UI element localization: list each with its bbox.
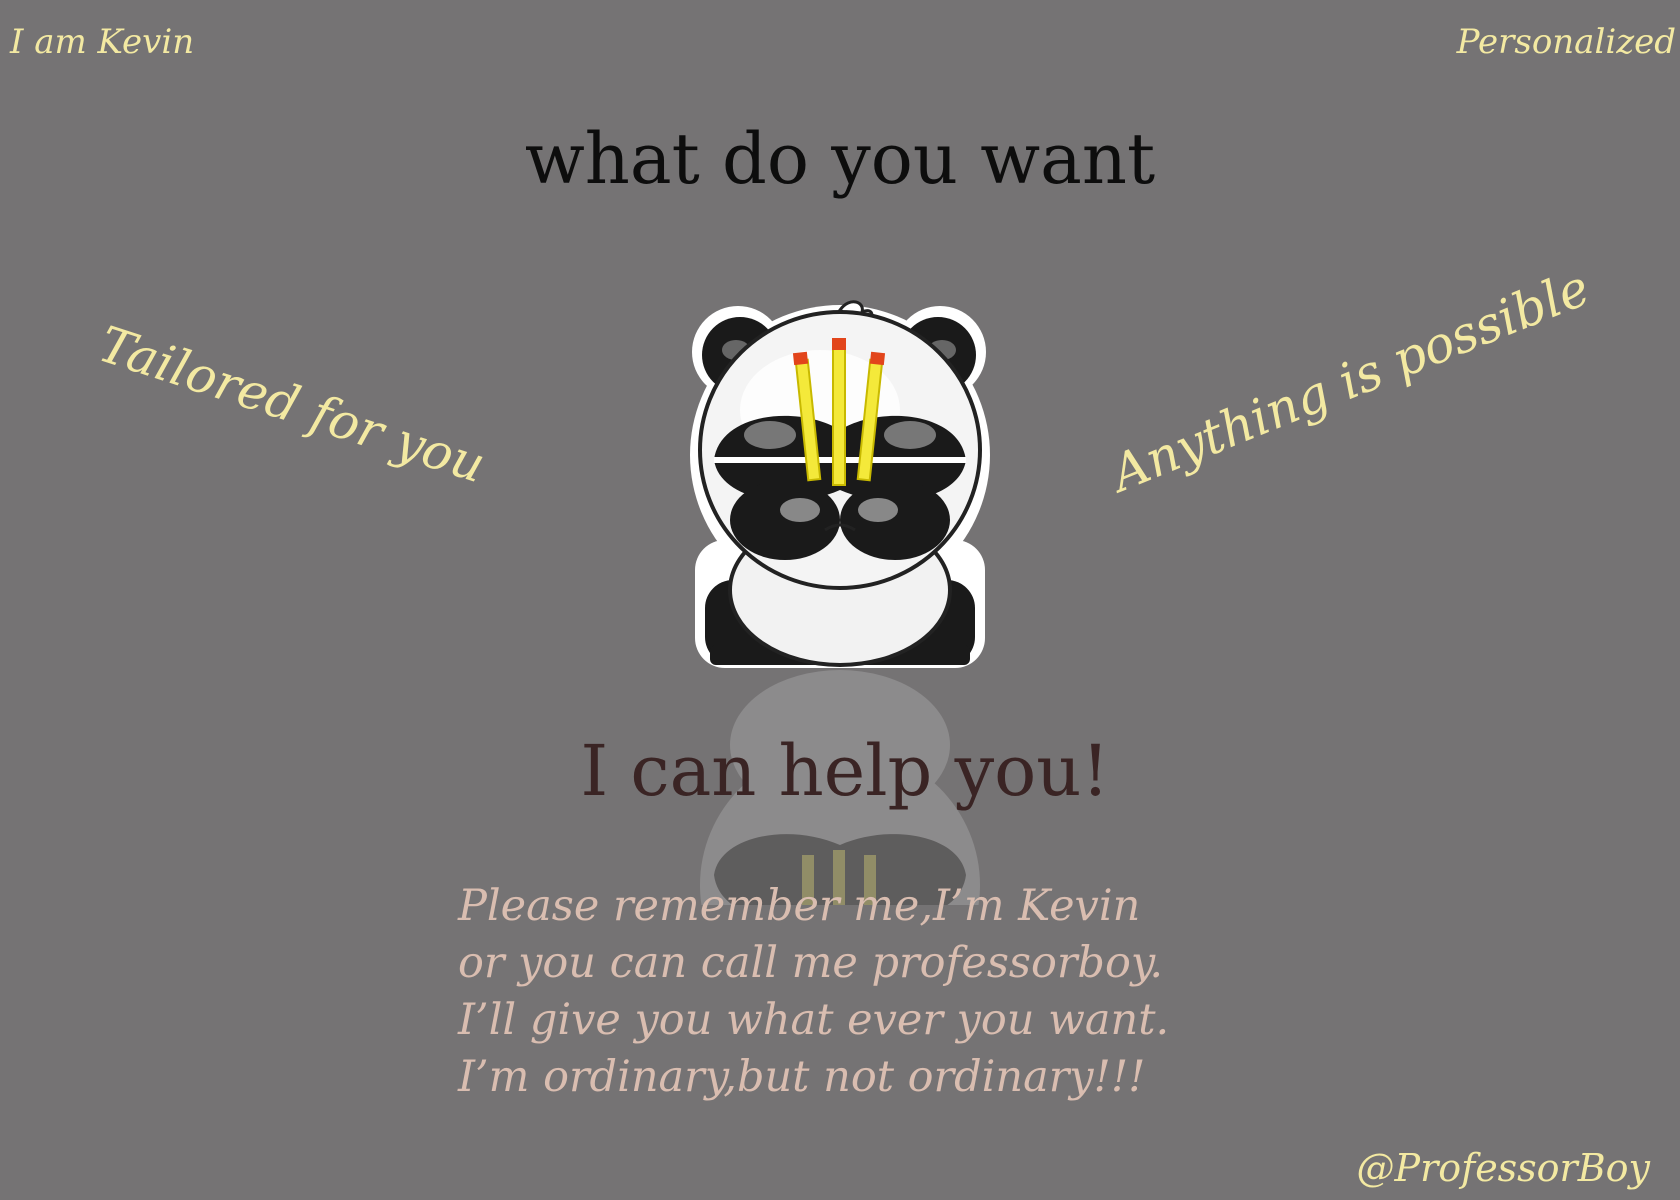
message-line: I’ll give you what ever you want. <box>458 995 1170 1045</box>
cta-heading: I can help you! <box>580 730 1110 812</box>
personalized-text: Personalized <box>1456 22 1676 62</box>
signature: @ProfessorBoy <box>1356 1146 1650 1190</box>
tagline-right: Anything is possible <box>1103 258 1598 503</box>
headline: what do you want <box>524 118 1156 200</box>
panda-icon <box>690 300 990 670</box>
tagline-left: Tailored for you <box>92 315 493 495</box>
message-line: Please remember me,I’m Kevin <box>458 881 1141 931</box>
message-line: or you can call me professorboy. <box>458 938 1164 988</box>
intro-text: I am Kevin <box>10 22 195 62</box>
message-line: I’m ordinary,but not ordinary!!! <box>458 1052 1146 1102</box>
message-block <box>458 878 1169 1106</box>
